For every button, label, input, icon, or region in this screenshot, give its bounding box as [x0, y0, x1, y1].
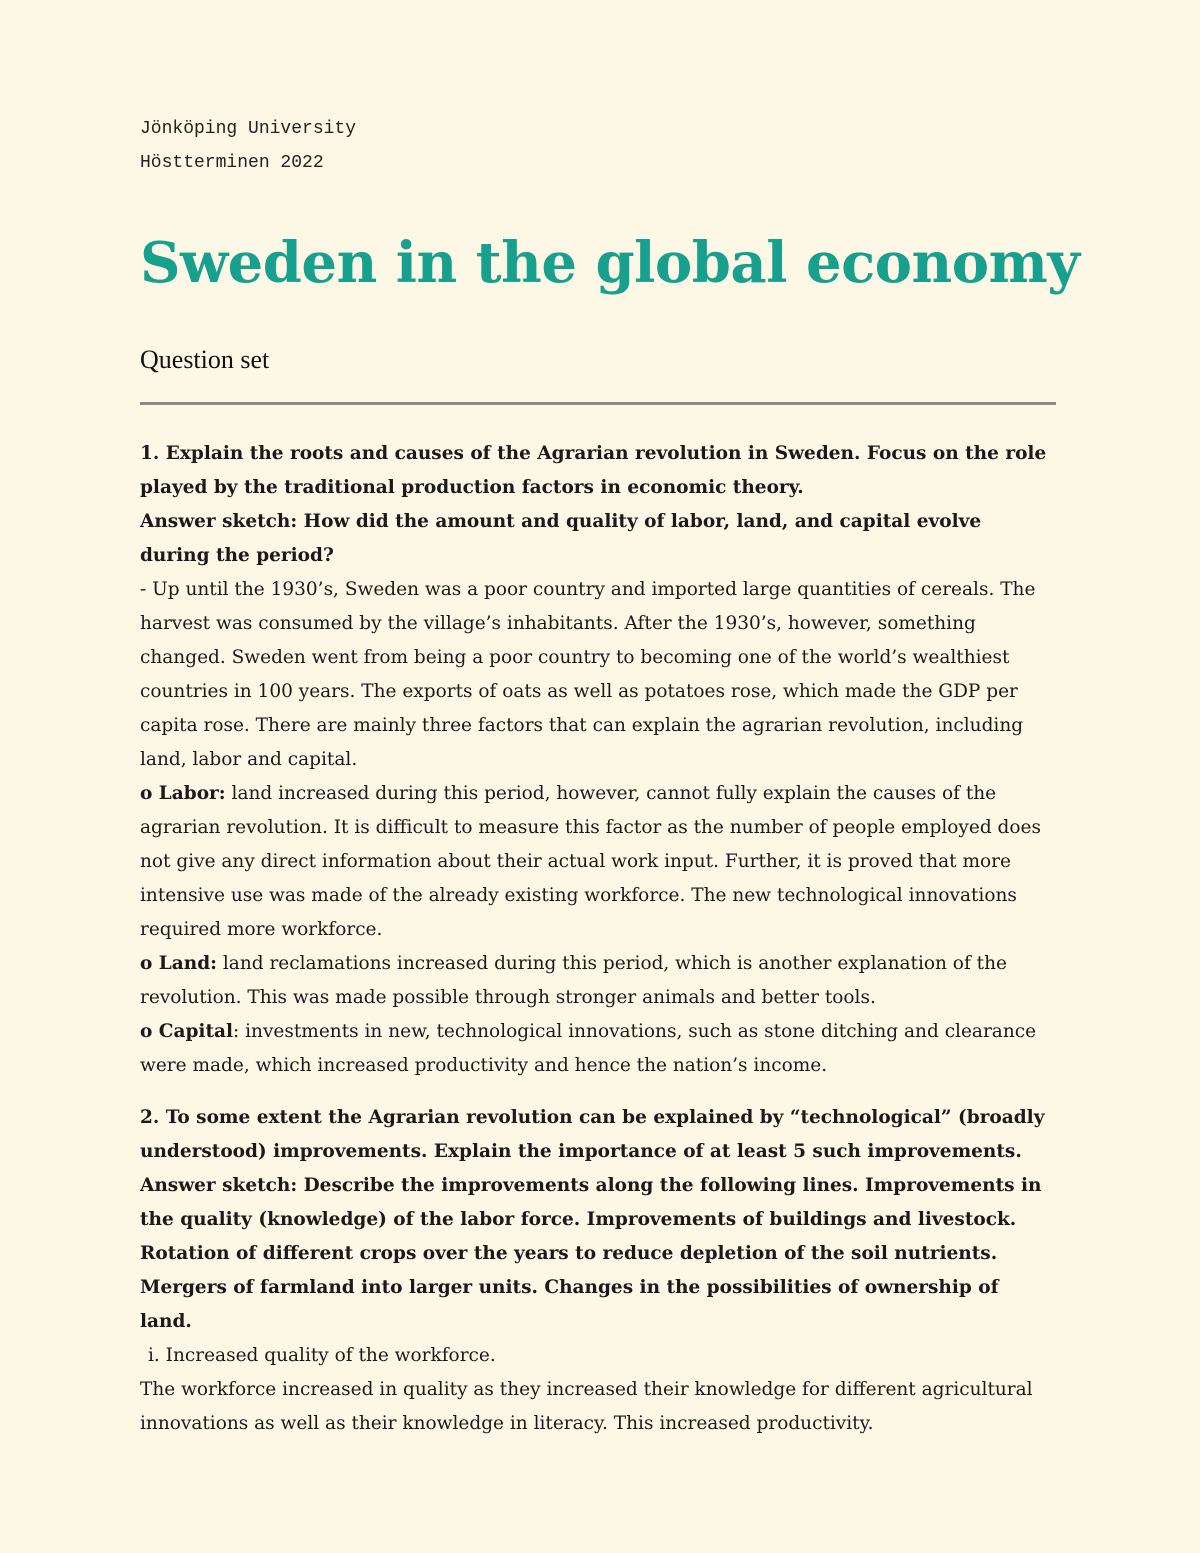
question-1-section — [140, 437, 1056, 1083]
capital-text: : investments in new, technological innovations, such as stone ditching and clearance were made, which increased productivity and hence the nation’s income. — [140, 1021, 1037, 1076]
question-2-text: 2. To some extent the Agrarian revolution can be explained by “technological” (broadly understood) improvements. Explain the importance of at least 5 such improvements. — [140, 1107, 1045, 1162]
document-subtitle: Question set — [140, 345, 270, 374]
question-1-text: 1. Explain the roots and causes of the Agrarian revolution in Sweden. Focus on the role played by the traditional production factors in economic theory. — [140, 443, 1047, 498]
labor-label: o Labor: — [140, 783, 226, 804]
question-2-item-i-text: The workforce increased in quality as they increased their knowledge for different agricultural innovations as well as their knowledge in literacy. This increased productivity. — [140, 1379, 1033, 1434]
document-title: Sweden in the global economy — [140, 230, 1080, 296]
question-1-sketch: Answer sketch: How did the amount and quality of labor, land, and capital evolve during the period? — [140, 511, 982, 566]
question-2-item-i: i. Increased quality of the workforce. — [148, 1345, 496, 1366]
labor-text: land increased during this period, however, cannot fully explain the causes of the agrarian revolution. It is difficult to measure this factor as the number of people employed does not give any direct information about their actual work input. Further, it is proved that more intensive use was made of the already existing workforce. The new technological innovations required more workforce. — [140, 783, 1041, 940]
question-2-section — [140, 1101, 1056, 1441]
land-text: land reclamations increased during this period, which is another explanation of the revolution. This was made possible through stronger animals and better tools. — [140, 953, 1007, 1008]
labor-paragraph — [140, 777, 1056, 947]
capital-label: o Capital — [140, 1021, 234, 1042]
land-label: o Land: — [140, 953, 217, 974]
university-name: Jönköping University — [140, 119, 357, 139]
capital-paragraph — [140, 1015, 1056, 1083]
divider — [140, 402, 1056, 405]
question-1-intro: - Up until the 1930’s, Sweden was a poor country and imported large quantities of cereals. The harvest was consumed by the village’s inhabitants. After the 1930’s, however, something changed. Sweden went from being a poor country to becoming one of the world’s wealthiest countries in 100 years. The exports of oats as well as potatoes rose, which made the GDP per capita rose. There are mainly three factors that can explain the agrarian revolution, including land, labor and capital. — [140, 579, 1036, 770]
question-2-sketch: Answer sketch: Describe the improvements along the following lines. Improvements in the quality (knowledge) of the labor force. Improvements of buildings and livestock. Rotation of different crops over the years to reduce depletion of the soil nutrients. Mergers of farmland into larger units. Changes in the possibilities of ownership of land. — [140, 1175, 1042, 1332]
document-page — [140, 112, 1080, 1441]
land-paragraph — [140, 947, 1056, 1015]
term-label: Höstterminen 2022 — [140, 153, 324, 173]
